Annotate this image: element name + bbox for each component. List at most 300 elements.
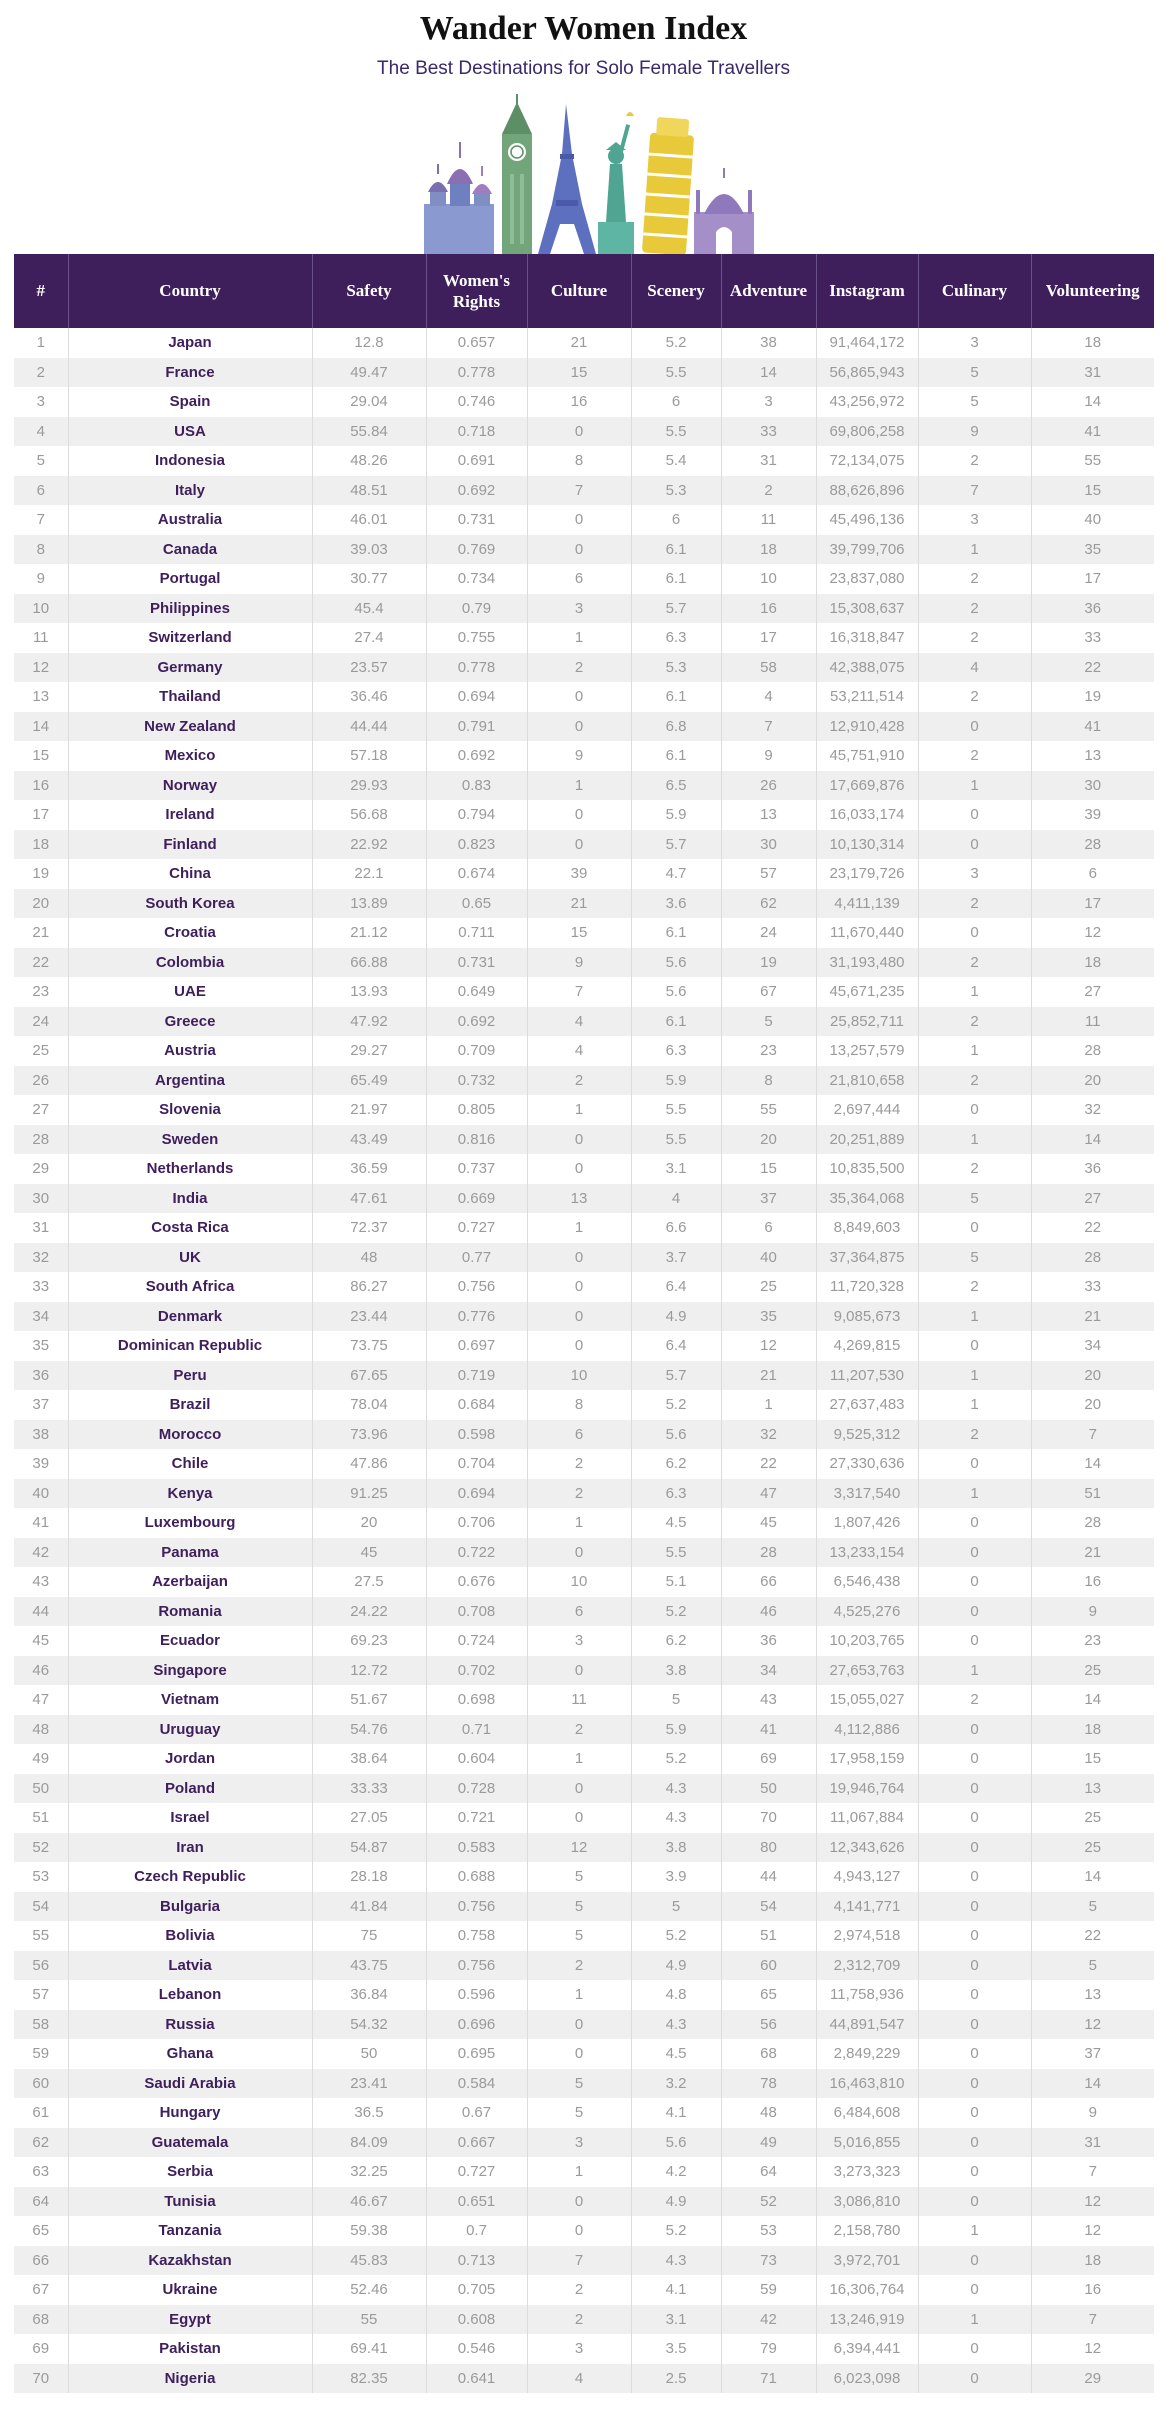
womens-rights-cell: 0.657: [426, 328, 527, 358]
culinary-cell: 0: [918, 2334, 1031, 2364]
womens-rights-cell: 0.697: [426, 1331, 527, 1361]
culinary-cell: 0: [918, 800, 1031, 830]
safety-cell: 57.18: [312, 741, 426, 771]
womens-rights-cell: 0.722: [426, 1538, 527, 1568]
rank-cell: 40: [14, 1479, 68, 1509]
country-cell: Egypt: [68, 2305, 312, 2335]
table-row: [14, 1980, 1154, 2010]
rank-cell: 46: [14, 1656, 68, 1686]
culture-cell: 0: [527, 800, 631, 830]
leaning-tower-icon: [642, 117, 695, 254]
culinary-cell: 2: [918, 889, 1031, 919]
womens-rights-cell: 0.596: [426, 1980, 527, 2010]
womens-rights-cell: 0.83: [426, 771, 527, 801]
instagram-cell: 6,484,608: [816, 2098, 918, 2128]
rank-cell: 38: [14, 1420, 68, 1450]
culinary-cell: 3: [918, 328, 1031, 358]
table-row: [14, 1125, 1154, 1155]
culture-cell: 0: [527, 417, 631, 447]
adventure-cell: 40: [721, 1243, 816, 1273]
culinary-cell: 0: [918, 1715, 1031, 1745]
country-cell: Netherlands: [68, 1154, 312, 1184]
safety-cell: 47.92: [312, 1007, 426, 1037]
culture-cell: 3: [527, 2334, 631, 2364]
scenery-cell: 4.1: [631, 2275, 721, 2305]
culinary-cell: 1: [918, 1656, 1031, 1686]
womens-rights-cell: 0.731: [426, 505, 527, 535]
scenery-cell: 6.2: [631, 1449, 721, 1479]
instagram-cell: 3,273,323: [816, 2157, 918, 2187]
volunteering-cell: 16: [1031, 2275, 1154, 2305]
instagram-cell: 11,207,530: [816, 1361, 918, 1391]
scenery-cell: 5.2: [631, 328, 721, 358]
culinary-cell: 0: [918, 1892, 1031, 1922]
culinary-cell: 0: [918, 1862, 1031, 1892]
scenery-cell: 2.5: [631, 2364, 721, 2394]
instagram-cell: 4,269,815: [816, 1331, 918, 1361]
country-cell: Bulgaria: [68, 1892, 312, 1922]
country-cell: Serbia: [68, 2157, 312, 2187]
table-row: [14, 2246, 1154, 2276]
culinary-cell: 0: [918, 2246, 1031, 2276]
volunteering-cell: 27: [1031, 1184, 1154, 1214]
table-row: [14, 417, 1154, 447]
safety-cell: 73.75: [312, 1331, 426, 1361]
country-cell: Finland: [68, 830, 312, 860]
table-row: [14, 1331, 1154, 1361]
adventure-cell: 17: [721, 623, 816, 653]
volunteering-cell: 28: [1031, 1508, 1154, 1538]
instagram-cell: 6,023,098: [816, 2364, 918, 2394]
rank-cell: 8: [14, 535, 68, 565]
volunteering-cell: 7: [1031, 2157, 1154, 2187]
country-cell: Colombia: [68, 948, 312, 978]
womens-rights-cell: 0.727: [426, 1213, 527, 1243]
safety-cell: 65.49: [312, 1066, 426, 1096]
adventure-cell: 31: [721, 446, 816, 476]
safety-cell: 44.44: [312, 712, 426, 742]
country-cell: Japan: [68, 328, 312, 358]
safety-cell: 41.84: [312, 1892, 426, 1922]
country-cell: Philippines: [68, 594, 312, 624]
instagram-cell: 5,016,855: [816, 2128, 918, 2158]
table-row: [14, 358, 1154, 388]
womens-rights-cell: 0.692: [426, 476, 527, 506]
table-row: [14, 1656, 1154, 1686]
culinary-cell: 5: [918, 1243, 1031, 1273]
womens-rights-cell: 0.737: [426, 1154, 527, 1184]
volunteering-cell: 9: [1031, 1597, 1154, 1627]
table-row: [14, 1597, 1154, 1627]
table-row: [14, 741, 1154, 771]
adventure-cell: 80: [721, 1833, 816, 1863]
adventure-cell: 7: [721, 712, 816, 742]
rank-cell: 31: [32, 1219, 50, 1237]
rank-cell: 14: [14, 712, 68, 742]
country-cell: Spain: [68, 387, 312, 417]
rank-cell: 41: [32, 1514, 50, 1532]
safety-cell: 20: [312, 1508, 426, 1538]
rank-cell: 67: [32, 2281, 50, 2299]
volunteering-cell: 28: [1031, 830, 1154, 860]
country-cell: Croatia: [68, 918, 312, 948]
volunteering-cell: 22: [1031, 1213, 1154, 1243]
country-cell: Russia: [68, 2010, 312, 2040]
table-header-row: [14, 254, 1154, 328]
volunteering-cell: 21: [1031, 1302, 1154, 1332]
table-row: [14, 2275, 1154, 2305]
culture-cell: 13: [527, 1184, 631, 1214]
rank-cell: 33: [32, 1278, 50, 1296]
adventure-cell: 1: [721, 1390, 816, 1420]
table-row: [14, 1243, 1154, 1273]
womens-rights-cell: 0.816: [426, 1125, 527, 1155]
country-cell: Greece: [68, 1007, 312, 1037]
table-row: [14, 1272, 1154, 1302]
volunteering-cell: 41: [1031, 712, 1154, 742]
adventure-cell: 26: [721, 771, 816, 801]
safety-cell: 30.77: [312, 564, 426, 594]
safety-cell: 46.67: [312, 2187, 426, 2217]
culture-cell: 21: [527, 328, 631, 358]
country-cell: Argentina: [68, 1066, 312, 1096]
country-cell: Uruguay: [68, 1715, 312, 1745]
culinary-cell: 1: [918, 2305, 1031, 2335]
country-cell: Ukraine: [68, 2275, 312, 2305]
adventure-cell: 78: [721, 2069, 816, 2099]
culture-cell: 5: [527, 1862, 631, 1892]
volunteering-cell: 14: [1031, 1862, 1154, 1892]
culinary-cell: 1: [918, 1390, 1031, 1420]
culture-cell: 4: [527, 1007, 631, 1037]
safety-cell: 46.01: [312, 505, 426, 535]
safety-cell: 91.25: [312, 1479, 426, 1509]
culinary-cell: 0: [918, 2128, 1031, 2158]
culinary-cell: 2: [918, 1007, 1031, 1037]
country-cell: Brazil: [68, 1390, 312, 1420]
table-row: [14, 1036, 1154, 1066]
rank-cell: 15: [32, 747, 50, 765]
culinary-cell: 0: [918, 1951, 1031, 1981]
volunteering-cell: 9: [1031, 2098, 1154, 2128]
scenery-cell: 4.3: [631, 2246, 721, 2276]
scenery-cell: 4.5: [631, 1508, 721, 1538]
scenery-cell: 6.4: [631, 1272, 721, 1302]
rank-cell: 39: [32, 1455, 50, 1473]
culture-cell: 12: [527, 1833, 631, 1863]
instagram-cell: 42,388,075: [816, 653, 918, 683]
culture-cell: 0: [527, 682, 631, 712]
culture-cell: 5: [527, 1892, 631, 1922]
instagram-cell: 17,958,159: [816, 1744, 918, 1774]
safety-cell: 22.1: [312, 859, 426, 889]
rank-cell: 59: [32, 2045, 50, 2063]
scenery-cell: 3.8: [631, 1833, 721, 1863]
safety-cell: 54.32: [312, 2010, 426, 2040]
country-cell: Australia: [68, 505, 312, 535]
instagram-cell: 9,085,673: [816, 1302, 918, 1332]
instagram-cell: 3,972,701: [816, 2246, 918, 2276]
volunteering-cell: 51: [1031, 1479, 1154, 1509]
instagram-cell: 20,251,889: [816, 1125, 918, 1155]
volunteering-cell: 18: [1031, 2246, 1154, 2276]
adventure-cell: 69: [721, 1744, 816, 1774]
country-cell: Hungary: [68, 2098, 312, 2128]
womens-rights-cell: 0.674: [426, 859, 527, 889]
instagram-cell: 2,849,229: [816, 2039, 918, 2069]
scenery-cell: 4: [631, 1184, 721, 1214]
womens-rights-cell: 0.756: [426, 1892, 527, 1922]
table-row: [14, 859, 1154, 889]
country-cell: Saudi Arabia: [68, 2069, 312, 2099]
scenery-cell: 4.3: [631, 1803, 721, 1833]
womens-rights-cell: 0.698: [426, 1685, 527, 1715]
table-row: [14, 1626, 1154, 1656]
scenery-cell: 6.2: [631, 1626, 721, 1656]
instagram-cell: 31,193,480: [816, 948, 918, 978]
rank-cell: 48: [14, 1715, 68, 1745]
scenery-cell: 5.5: [631, 417, 721, 447]
scenery-cell: 3.8: [631, 1656, 721, 1686]
safety-cell: 27.05: [312, 1803, 426, 1833]
instagram-cell: 19,946,764: [816, 1774, 918, 1804]
table-row: [14, 387, 1154, 417]
scenery-cell: 6.5: [631, 771, 721, 801]
rank-cell: 68: [14, 2305, 68, 2335]
culinary-cell: 0: [918, 2098, 1031, 2128]
safety-cell: 13.93: [312, 977, 426, 1007]
safety-cell: 47.61: [312, 1184, 426, 1214]
scenery-cell: 5.2: [631, 2216, 721, 2246]
adventure-cell: 60: [721, 1951, 816, 1981]
country-cell: Sweden: [68, 1125, 312, 1155]
womens-rights-cell: 0.65: [426, 889, 527, 919]
instagram-cell: 25,852,711: [816, 1007, 918, 1037]
safety-cell: 39.03: [312, 535, 426, 565]
table-row: [14, 2039, 1154, 2069]
scenery-cell: 6.4: [631, 1331, 721, 1361]
womens-rights-cell: 0.7: [426, 2216, 527, 2246]
womens-rights-cell: 0.692: [426, 1007, 527, 1037]
rank-cell: 47: [32, 1691, 50, 1709]
rank-cell: 23: [32, 983, 50, 1001]
country-cell: Jordan: [68, 1744, 312, 1774]
country-cell: Lebanon: [68, 1980, 312, 2010]
scenery-cell: 4.3: [631, 1774, 721, 1804]
volunteering-cell: 25: [1031, 1656, 1154, 1686]
adventure-cell: 58: [721, 653, 816, 683]
volunteering-cell: 34: [1031, 1331, 1154, 1361]
instagram-cell: 17,669,876: [816, 771, 918, 801]
scenery-cell: 6: [631, 505, 721, 535]
instagram-cell: 39,799,706: [816, 535, 918, 565]
volunteering-cell: 36: [1031, 594, 1154, 624]
culinary-cell: 2: [918, 1685, 1031, 1715]
volunteering-cell: 12: [1031, 918, 1154, 948]
instagram-cell: 43,256,972: [816, 387, 918, 417]
scenery-cell: 4.9: [631, 2187, 721, 2217]
culture-cell: 6: [527, 1420, 631, 1450]
scenery-cell: 6.1: [631, 564, 721, 594]
rank-cell: 16: [14, 771, 68, 801]
safety-cell: 29.27: [312, 1036, 426, 1066]
rank-cell: 60: [14, 2069, 68, 2099]
safety-cell: 69.23: [312, 1626, 426, 1656]
culinary-cell: 3: [918, 859, 1031, 889]
volunteering-cell: 28: [1031, 1243, 1154, 1273]
rank-cell: 29: [32, 1160, 50, 1178]
culture-cell: 0: [527, 2039, 631, 2069]
scenery-cell: 6: [631, 387, 721, 417]
culinary-cell: 0: [918, 712, 1031, 742]
volunteering-cell: 28: [1031, 1036, 1154, 1066]
culinary-cell: 5: [918, 358, 1031, 388]
rank-cell: 3: [36, 393, 45, 411]
safety-cell: 66.88: [312, 948, 426, 978]
culinary-cell: 0: [918, 1744, 1031, 1774]
rank-cell: 28: [14, 1125, 68, 1155]
safety-cell: 50: [312, 2039, 426, 2069]
table-row: [14, 1744, 1154, 1774]
adventure-cell: 50: [721, 1774, 816, 1804]
volunteering-cell: 36: [1031, 1154, 1154, 1184]
instagram-cell: 37,364,875: [816, 1243, 918, 1273]
table-row: [14, 1007, 1154, 1037]
culture-cell: 5: [527, 2069, 631, 2099]
womens-rights-cell: 0.756: [426, 1272, 527, 1302]
table-row: [14, 1361, 1154, 1391]
country-cell: Kazakhstan: [68, 2246, 312, 2276]
instagram-cell: 27,330,636: [816, 1449, 918, 1479]
culinary-cell: 2: [918, 1066, 1031, 1096]
culture-cell: 39: [527, 859, 631, 889]
scenery-cell: 4.9: [631, 1302, 721, 1332]
culinary-cell: 2: [918, 564, 1031, 594]
country-cell: New Zealand: [68, 712, 312, 742]
culture-cell: 2: [527, 1479, 631, 1509]
safety-cell: 23.57: [312, 653, 426, 683]
safety-cell: 45.4: [312, 594, 426, 624]
rank-cell: 50: [14, 1774, 68, 1804]
country-cell: South Korea: [68, 889, 312, 919]
womens-rights-cell: 0.791: [426, 712, 527, 742]
adventure-cell: 59: [721, 2275, 816, 2305]
adventure-cell: 25: [721, 1272, 816, 1302]
safety-cell: 21.12: [312, 918, 426, 948]
country-cell: UK: [68, 1243, 312, 1273]
rank-cell: 26: [14, 1066, 68, 1096]
culinary-cell: 1: [918, 2216, 1031, 2246]
country-cell: Ireland: [68, 800, 312, 830]
culinary-cell: 0: [918, 1921, 1031, 1951]
womens-rights-cell: 0.598: [426, 1420, 527, 1450]
womens-rights-cell: 0.721: [426, 1803, 527, 1833]
rank-cell: 34: [14, 1302, 68, 1332]
volunteering-cell: 20: [1031, 1361, 1154, 1391]
table-row: [14, 2098, 1154, 2128]
safety-cell: 36.84: [312, 1980, 426, 2010]
country-cell: South Africa: [68, 1272, 312, 1302]
table-row: [14, 977, 1154, 1007]
country-cell: Poland: [68, 1774, 312, 1804]
instagram-cell: 4,112,886: [816, 1715, 918, 1745]
adventure-cell: 9: [721, 741, 816, 771]
scenery-cell: 4.1: [631, 2098, 721, 2128]
instagram-cell: 45,496,136: [816, 505, 918, 535]
scenery-cell: 5.2: [631, 1597, 721, 1627]
safety-cell: 69.41: [312, 2334, 426, 2364]
culinary-cell: 5: [918, 1184, 1031, 1214]
culture-cell: 7: [527, 977, 631, 1007]
instagram-cell: 45,671,235: [816, 977, 918, 1007]
culture-cell: 0: [527, 2010, 631, 2040]
volunteering-cell: 15: [1031, 1744, 1154, 1774]
culture-cell: 1: [527, 771, 631, 801]
scenery-cell: 5.3: [631, 653, 721, 683]
instagram-cell: 11,067,884: [816, 1803, 918, 1833]
scenery-cell: 6.6: [631, 1213, 721, 1243]
table-row: [14, 2216, 1154, 2246]
table-row: [14, 1184, 1154, 1214]
culture-cell: 10: [527, 1361, 631, 1391]
column-header-instagram: Instagram: [816, 254, 918, 328]
womens-rights-cell: 0.731: [426, 948, 527, 978]
culinary-cell: 1: [918, 1361, 1031, 1391]
wander-women-index-table: [14, 254, 1154, 2393]
adventure-cell: 5: [721, 1007, 816, 1037]
culture-cell: 7: [527, 2246, 631, 2276]
instagram-cell: 4,943,127: [816, 1862, 918, 1892]
culture-cell: 0: [527, 1272, 631, 1302]
adventure-cell: 14: [721, 358, 816, 388]
culture-cell: 1: [527, 1213, 631, 1243]
table-row: [14, 564, 1154, 594]
culture-cell: 0: [527, 505, 631, 535]
column-header-rank: #: [14, 254, 68, 328]
instagram-cell: 4,141,771: [816, 1892, 918, 1922]
volunteering-cell: 18: [1031, 1715, 1154, 1745]
scenery-cell: 5.5: [631, 358, 721, 388]
womens-rights-cell: 0.667: [426, 2128, 527, 2158]
womens-rights-cell: 0.794: [426, 800, 527, 830]
country-cell: Ghana: [68, 2039, 312, 2069]
table-row: [14, 2010, 1154, 2040]
safety-cell: 29.93: [312, 771, 426, 801]
adventure-cell: 6: [721, 1213, 816, 1243]
adventure-cell: 18: [721, 535, 816, 565]
rank-cell: 11: [32, 629, 49, 647]
table-row: [14, 1951, 1154, 1981]
rank-cell: 5: [36, 452, 45, 470]
culture-cell: 0: [527, 1538, 631, 1568]
womens-rights-cell: 0.746: [426, 387, 527, 417]
womens-rights-cell: 0.676: [426, 1567, 527, 1597]
womens-rights-cell: 0.691: [426, 446, 527, 476]
country-cell: Israel: [68, 1803, 312, 1833]
womens-rights-cell: 0.694: [426, 1479, 527, 1509]
rank-cell: 52: [14, 1833, 68, 1863]
volunteering-cell: 12: [1031, 2216, 1154, 2246]
country-cell: Luxembourg: [68, 1508, 312, 1538]
safety-cell: 82.35: [312, 2364, 426, 2394]
instagram-cell: 4,411,139: [816, 889, 918, 919]
instagram-cell: 23,179,726: [816, 859, 918, 889]
volunteering-cell: 14: [1031, 1685, 1154, 1715]
culture-cell: 11: [527, 1685, 631, 1715]
volunteering-cell: 17: [1031, 889, 1154, 919]
column-header-womens-rights: Women's Rights: [426, 254, 527, 328]
table-row: [14, 682, 1154, 712]
